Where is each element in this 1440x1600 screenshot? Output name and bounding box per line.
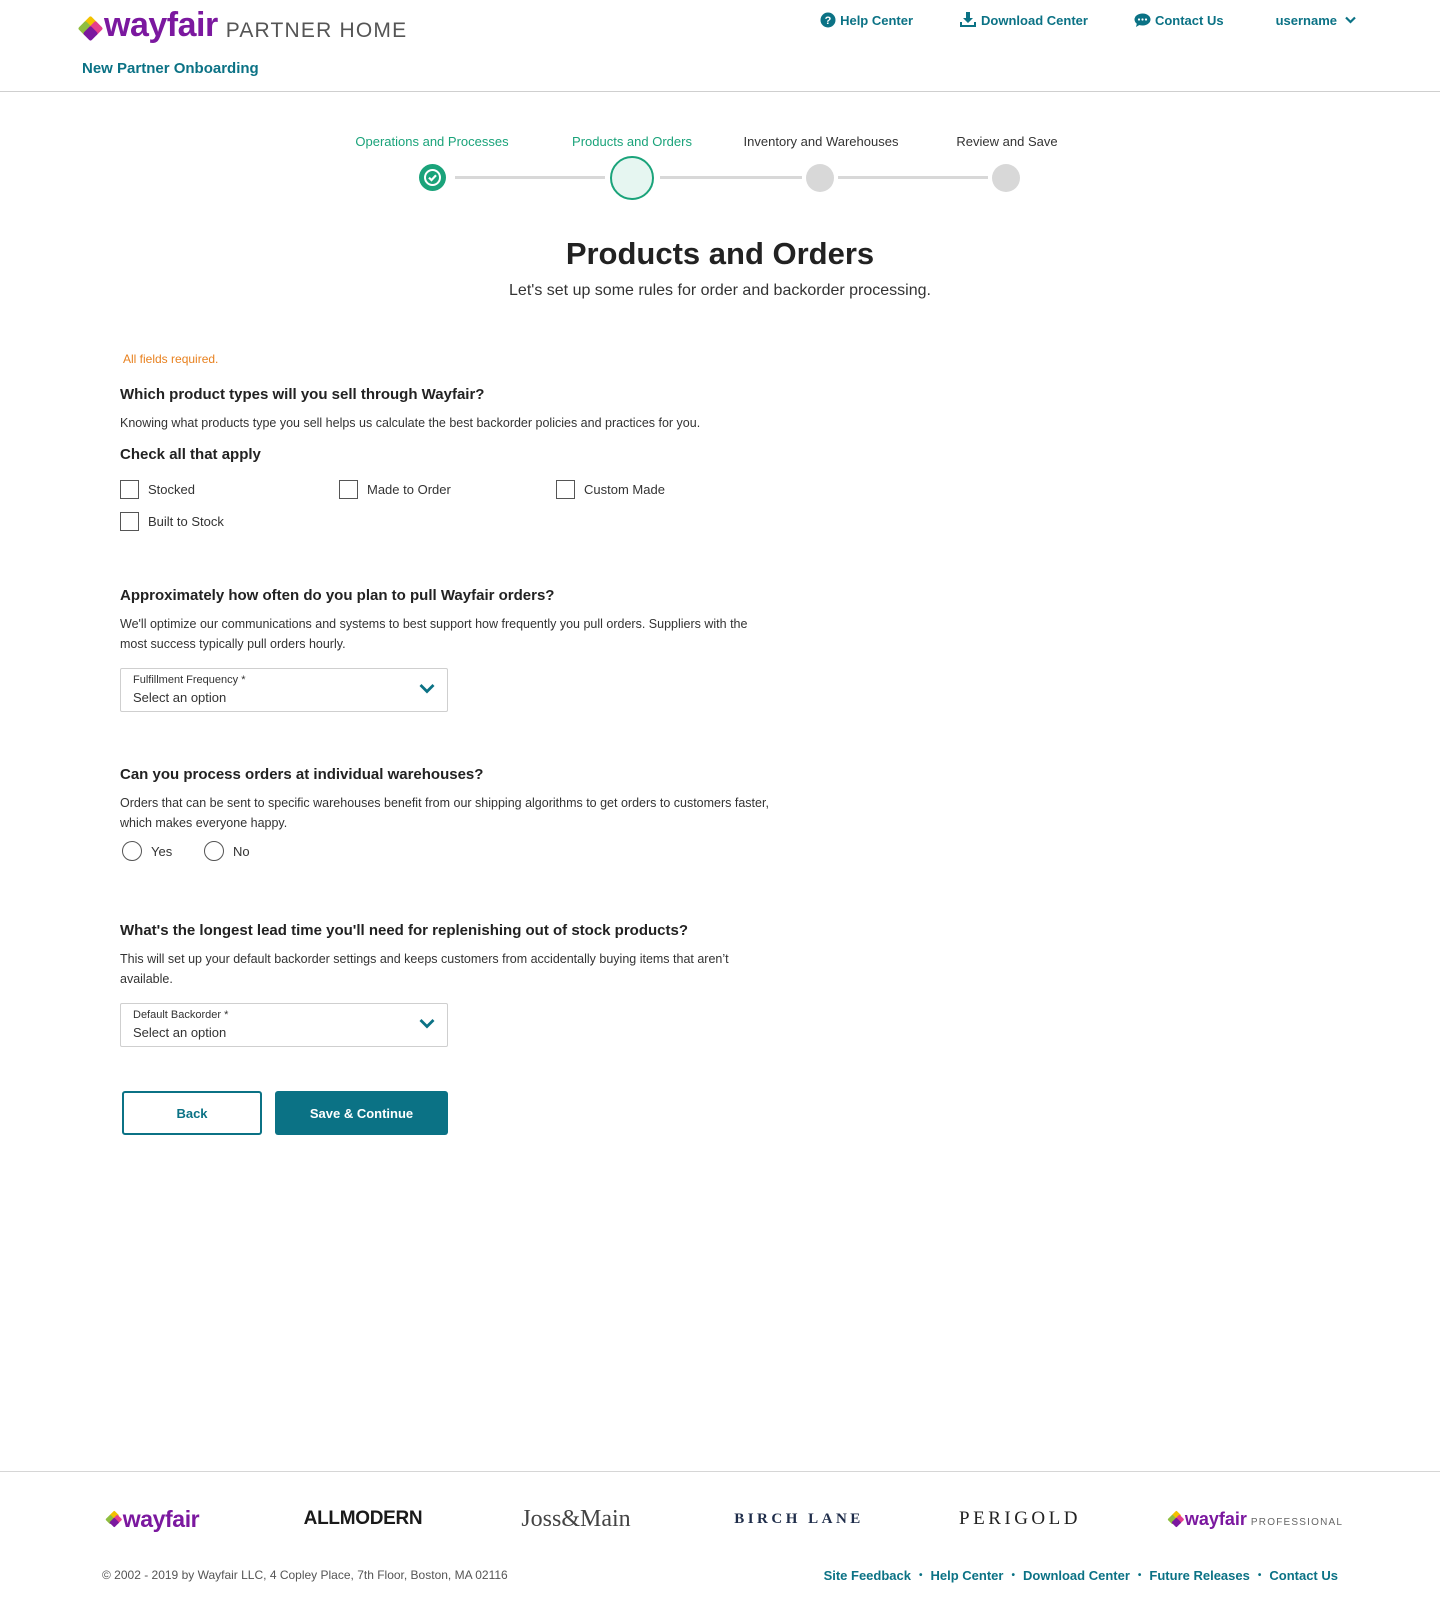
checkbox-box[interactable] (120, 512, 139, 531)
step-label-operations[interactable]: Operations and Processes (355, 134, 509, 149)
site-header (0, 0, 1440, 92)
page-subtitle: Let's set up some rules for order and backorder processing. (509, 282, 931, 299)
question-product-types-desc: Knowing what products type you sell helps us calculate the best backorder policies and practices for you. (120, 416, 701, 430)
checkbox-box[interactable] (339, 480, 358, 499)
checkbox-label: Stocked (148, 482, 195, 497)
checkbox-box[interactable] (120, 480, 139, 499)
footer-links (824, 1568, 1338, 1583)
link-separator: • (1137, 1570, 1142, 1581)
step-current-dot[interactable] (610, 156, 654, 200)
contact-us-label: Contact Us (1154, 12, 1224, 28)
copyright-text: © 2002 - 2019 by Wayfair LLC, 4 Copley Place, 7th Floor, Boston, MA 02116 (102, 1568, 508, 1582)
download-center-link[interactable] (959, 12, 1088, 28)
brand-allmodern-logo[interactable]: ALLMODERN (303, 1508, 423, 1529)
required-note: All fields required. (123, 352, 219, 366)
step-complete-dot[interactable] (419, 164, 446, 191)
radio-circle[interactable] (204, 841, 224, 861)
question-fulfillment-frequency: Approximately how often do you plan to pull Wayfair orders? (120, 587, 555, 604)
brand-birchlane-logo[interactable]: BIRCH LANE (734, 1510, 864, 1527)
footer-link-download-center[interactable]: Download Center (1023, 1568, 1130, 1583)
footer-link-site-feedback[interactable]: Site Feedback (823, 1568, 911, 1583)
select-label: Default Backorder * (133, 1009, 229, 1021)
logo-wordmark: wayfair (104, 6, 218, 44)
radio-label: Yes (151, 843, 173, 859)
footer-link-future-releases[interactable]: Future Releases (1149, 1568, 1250, 1583)
checkbox-made-to-order[interactable] (339, 480, 451, 499)
check-all-heading: Check all that apply (120, 446, 261, 463)
radio-no[interactable] (204, 841, 250, 861)
user-menu[interactable] (1276, 13, 1360, 28)
radio-label: No (233, 843, 250, 859)
checkmark-icon (419, 164, 446, 191)
link-separator: • (1011, 1570, 1015, 1581)
save-continue-button[interactable]: Save & Continue (275, 1091, 448, 1135)
step-connector (838, 176, 988, 179)
onboarding-title: New Partner Onboarding (82, 60, 259, 77)
svg-text:?: ? (824, 15, 832, 27)
contact-us-link[interactable] (1134, 13, 1224, 28)
brand-perigold-logo[interactable]: PERIGOLD (959, 1508, 1081, 1529)
brand-professional-word: PROFESSIONAL (1250, 1516, 1344, 1528)
page-title: Products and Orders (565, 236, 875, 271)
checkbox-built-to-stock[interactable] (120, 512, 224, 531)
checkbox-label: Custom Made (584, 482, 665, 497)
brand-jossmain-logo[interactable]: Joss&Main (521, 1505, 631, 1532)
brand-wayfair-pro-word: wayfair (1184, 1508, 1247, 1529)
step-pending-dot (806, 164, 834, 192)
question-individual-warehouses: Can you process orders at individual warehouses? (120, 766, 484, 783)
default-backorder-select[interactable] (120, 1003, 448, 1047)
checkbox-stocked[interactable] (120, 480, 195, 499)
checkbox-box[interactable] (556, 480, 575, 499)
brand-logos (102, 1504, 1344, 1534)
link-separator: • (1257, 1570, 1262, 1581)
question-circle-icon (820, 12, 836, 28)
chevron-down-icon (1345, 16, 1356, 24)
download-center-label: Download Center (981, 12, 1088, 28)
onboarding-stepper (0, 128, 1440, 198)
logo-partner-home: PARTNER HOME (225, 18, 408, 42)
question-lead-time-desc: This will set up your default backorder settings and keeps customers from accidentally buying items that aren’t available. (120, 952, 729, 986)
radio-circle[interactable] (122, 841, 142, 861)
brand-wayfair-professional-logo[interactable] (1169, 1504, 1343, 1534)
wayfair-logo-mark-icon (80, 18, 102, 40)
step-label-inventory: Inventory and Warehouses (743, 134, 899, 149)
checkbox-custom-made[interactable] (556, 480, 665, 499)
wayfair-logo-mark-icon (1169, 1512, 1183, 1526)
help-center-label: Help Center (840, 12, 914, 28)
question-individual-warehouses-desc: Orders that can be sent to specific warehouses benefit from our shipping algorithms to get orders to customers faster, which makes everyone happy. (120, 796, 769, 830)
brand-wayfair-text: wayfair (122, 1505, 200, 1532)
wayfair-logo-mark-icon (107, 1512, 121, 1526)
radio-yes[interactable] (122, 841, 172, 861)
question-lead-time: What's the longest lead time you'll need for replenishing out of stock products? (120, 922, 689, 939)
checkbox-label: Made to Order (367, 482, 451, 497)
question-fulfillment-frequency-desc: We'll optimize our communications and systems to best support how frequently you pull orders. Suppliers with the most success typically pull orders hourly. (120, 617, 748, 651)
fulfillment-frequency-select[interactable] (120, 668, 448, 712)
step-connector (455, 176, 605, 179)
select-label: Fulfillment Frequency * (133, 674, 246, 686)
footer-link-contact-us[interactable]: Contact Us (1269, 1568, 1338, 1583)
select-value: Select an option (133, 1025, 227, 1040)
help-center-link[interactable] (820, 12, 913, 28)
brand-wayfair-logo[interactable] (107, 1504, 199, 1534)
checkbox-label: Built to Stock (148, 514, 224, 529)
download-icon (959, 12, 977, 28)
chevron-down-icon (419, 1018, 435, 1030)
brand-wayfair-pro-text (1185, 1509, 1343, 1530)
partner-home-logo[interactable] (80, 6, 407, 45)
back-button[interactable]: Back (122, 1091, 262, 1135)
chat-bubble-icon (1134, 13, 1151, 28)
step-label-products[interactable]: Products and Orders (572, 134, 692, 149)
link-separator: • (919, 1570, 923, 1581)
select-value: Select an option (133, 690, 227, 705)
step-pending-dot (992, 164, 1020, 192)
footer-link-help-center[interactable]: Help Center (930, 1568, 1004, 1583)
step-connector (660, 176, 802, 179)
question-product-types: Which product types will you sell through Wayfair? (120, 386, 485, 403)
username-label: username (1275, 12, 1337, 28)
top-nav (774, 12, 1360, 28)
step-label-review: Review and Save (956, 134, 1058, 149)
site-footer (0, 1471, 1440, 1600)
chevron-down-icon (419, 683, 435, 695)
